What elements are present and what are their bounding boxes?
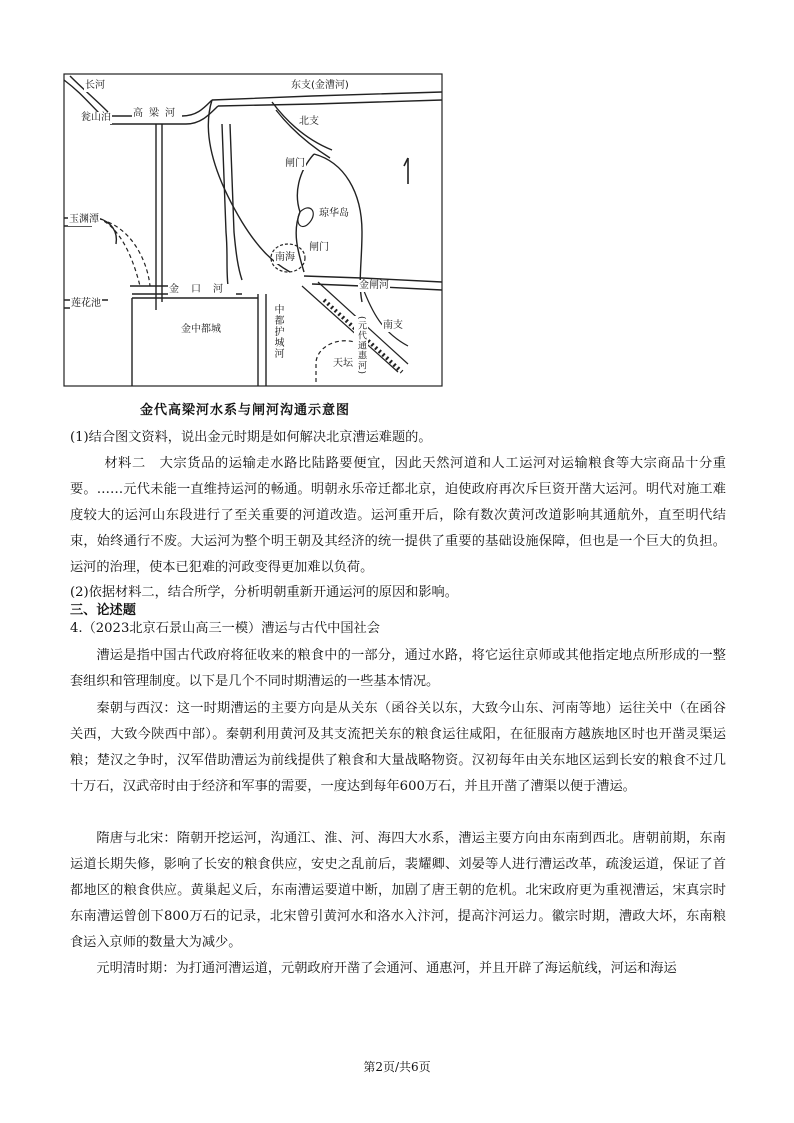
map-label-lianhuachi: 莲花池 bbox=[71, 298, 101, 309]
paragraph-yuan-ming-qing: 元明清时期：为打通河漕运道，元朝政府开凿了会通河、通惠河，并且开辟了海运航线，河运和海运 bbox=[96, 961, 677, 976]
map-label-jinzhahe: 金闸河 bbox=[359, 280, 389, 291]
map-label-tonghui: (元代通惠河) bbox=[356, 316, 366, 376]
map-label-beizhi: 北支 bbox=[299, 116, 319, 127]
section-heading: 三、论述题 bbox=[70, 603, 136, 618]
map-caption: 金代高梁河水系与闸河沟通示意图 bbox=[140, 403, 351, 418]
question-4-title: 4.（2023北京石景山高三一模）漕运与古代中国社会 bbox=[70, 621, 380, 636]
map-label-zhamen-upper: 闸门 bbox=[285, 158, 305, 169]
question-1: (1)结合图文资料，说出金元时期是如何解决北京漕运难题的。 bbox=[70, 430, 432, 445]
map-label-qionghuadao: 琼华岛 bbox=[319, 208, 349, 219]
paragraph-intro: 漕运是指中国古代政府将征收来的粮食中的一部分，通过水路，将它运往京师或其他指定地点所形成的一整套组织和管理制度。以下是几个不同时期漕运的一些基本情况。 bbox=[70, 648, 726, 689]
question-2: (2)依据材料二，结合所学，分析明朝重新开通运河的原因和影响。 bbox=[70, 585, 458, 600]
map-label-yuyuantan: 玉渊潭 bbox=[69, 214, 99, 225]
map-label-jinkouhe: 金口河 bbox=[169, 284, 235, 295]
map-label-tiantan: 天坛 bbox=[333, 358, 353, 369]
map-label-changhe: 长河 bbox=[85, 80, 105, 91]
map-label-nanhai: 南海 bbox=[275, 252, 295, 263]
map-label-zhongdu-moat: 中都护城河 bbox=[272, 304, 283, 359]
map-label-nanzhi: 南支 bbox=[383, 320, 403, 331]
material-2: 材料二 大宗货品的运输走水路比陆路要便宜，因此天然河道和人工运河对运输粮食等大宗商品十分重要。……元代未能一直维持运河的畅通。明朝永乐帝迁都北京，迫使政府再次斥巨资开凿大运河。明代对施工难度较大的运河山东段进行了至关重要的河道改造。运河重开后，除有数次黄河改道影响其通航外，直至明代结束，始终通行不废。大运河为整个明王朝及其经济的统一提供了重要的基础设施保障，但也是一个巨大的负担。运河的治理，使本已犯难的河政变得更加难以负荷。 bbox=[70, 456, 726, 575]
map-label-zhamen-lower: 闸门 bbox=[309, 242, 329, 253]
map-label-wengshan: 瓮山泊 bbox=[81, 112, 111, 123]
map-label-jinzhongdu: 金中都城 bbox=[181, 324, 221, 335]
canal-map-figure bbox=[62, 72, 444, 417]
canal-map-drawing bbox=[62, 72, 444, 417]
map-label-gaolianghe: 高梁河 bbox=[133, 108, 181, 119]
paragraph-qin-han: 秦朝与西汉：这一时期漕运的主要方向是从关东（函谷关以东，大致今山东、河南等地）运往关中（在函谷关西，大致今陕西中部）。秦朝利用黄河及其支流把关东的粮食运往咸阳，在征服南方越族地区时也开凿灵渠运粮；楚汉之争时，汉军借助漕运为前线提供了粮食和大量战略物资。汉初每年由关东地区运到长安的粮食不过几十万石，汉武帝时由于经济和军事的需要，一度达到每年600万石，并且开凿了漕渠以便于漕运。 bbox=[70, 701, 726, 794]
paragraph-sui-tang-song: 隋唐与北宋：隋朝开挖运河，沟通江、淮、河、海四大水系，漕运主要方向由东南到西北。唐朝前期，东南运道长期失修，影响了长安的粮食供应，安史之乱前后，裴耀卿、刘晏等人进行漕运改革，疏浚运道，保证了首都地区的粮食供应。黄巢起义后，东南漕运要道中断，加剧了唐王朝的危机。北宋政府更为重视漕运，宋真宗时东南漕运曾创下800万石的记录，北宋曾引黄河水和洛水入汴河，提高汴河运力。徽宗时期，漕政大坏，东南粮食运入京师的数量大为减少。 bbox=[70, 831, 726, 950]
page-footer: 第2页/共6页 bbox=[363, 1060, 431, 1074]
map-label-dongzhi: 东支(金漕河) bbox=[291, 80, 349, 91]
